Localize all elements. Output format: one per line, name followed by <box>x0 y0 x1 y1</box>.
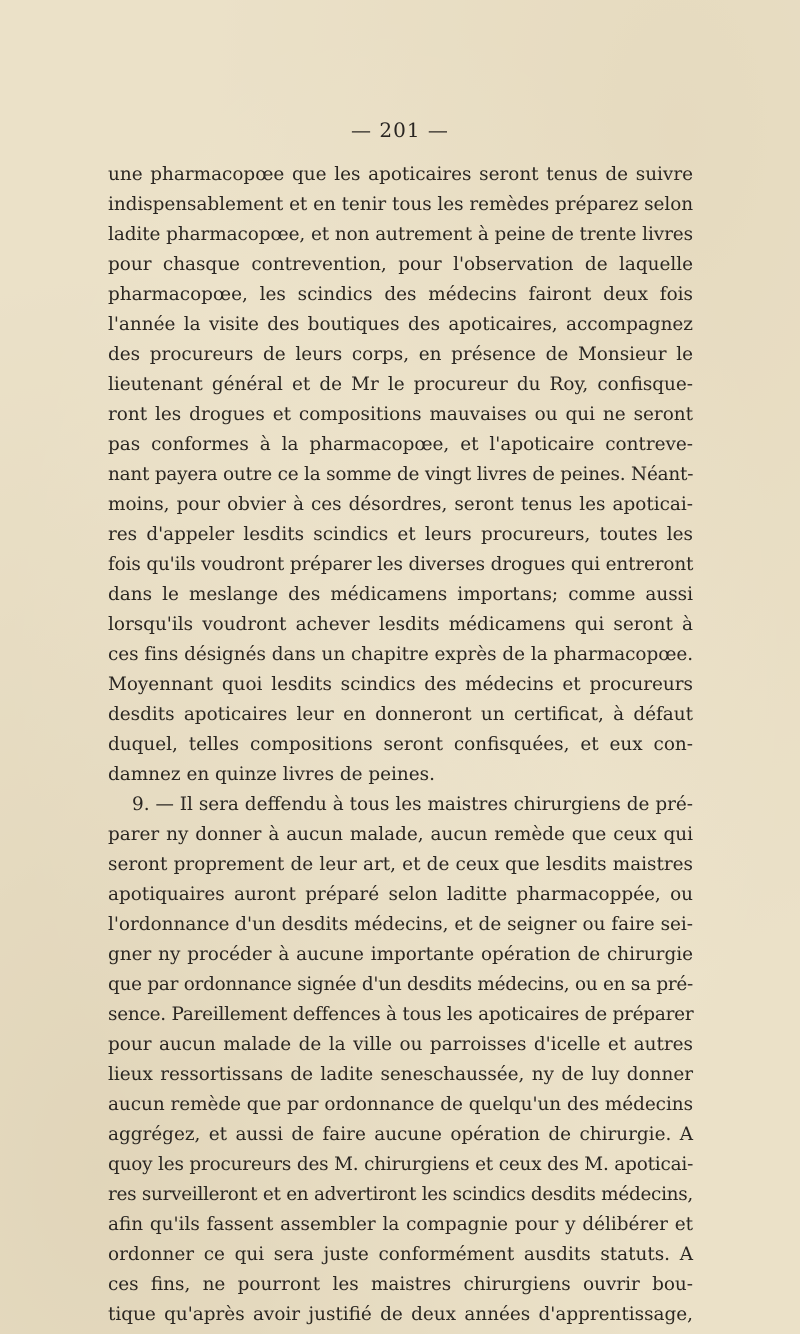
text-line: dans le meslange des médicamens importans; comme aussi <box>108 584 693 605</box>
text-line: pour aucun malade de la ville ou parroisses d'icelle et autres <box>108 1034 693 1055</box>
text-line: apotiquaires auront préparé selon laditte pharmacoppée, ou <box>108 884 693 905</box>
text-line: lieutenant général et de Mr le procureur du Roy, confisque- <box>108 374 693 395</box>
text-line: une pharmacopœe que les apoticaires seront tenus de suivre <box>108 164 693 185</box>
text-line: res d'appeler lesdits scindics et leurs procureurs, toutes les <box>108 524 693 545</box>
text-line: duquel, telles compositions seront confisquées, et eux con- <box>108 734 693 755</box>
text-line: ladite pharmacopœe, et non autrement à peine de trente livres <box>108 224 693 245</box>
text-line: pharmacopœe, les scindics des médecins fairont deux fois <box>108 284 693 305</box>
text-line: gner ny procéder à aucune importante opération de chirurgie <box>108 944 693 965</box>
paragraph-2 <box>108 790 693 1330</box>
text-line: nant payera outre ce la somme de vingt livres de peines. Néant- <box>108 464 694 485</box>
text-line: sence. Pareillement deffences à tous les apoticaires de préparer <box>108 1004 694 1025</box>
text-line: lieux ressortissans de ladite seneschaussée, ny de luy donner <box>108 1064 693 1085</box>
text-line: fois qu'ils voudront préparer les diverses drogues qui entreront <box>108 554 694 575</box>
text-line: seront proprement de leur art, et de ceux que lesdits maistres <box>108 854 693 875</box>
text-line: ces fins, ne pourront les maistres chirurgiens ouvrir bou- <box>108 1274 693 1295</box>
text-line: indispensablement et en tenir tous les remèdes préparez selon <box>108 194 694 215</box>
text-line: moins, pour obvier à ces désordres, seront tenus les apoticai- <box>108 494 693 515</box>
text-line: desdits apoticaires leur en donneront un certificat, à défaut <box>108 704 693 725</box>
text-line: res surveilleront et en advertiront les scindics desdits médecins, <box>108 1184 693 1205</box>
body-text <box>108 160 693 1330</box>
text-line: des procureurs de leurs corps, en présence de Monsieur le <box>108 344 693 365</box>
text-line: que par ordonnance signée d'un desdits médecins, ou en sa pré- <box>108 974 693 995</box>
text-line: quoy les procureurs des M. chirurgiens et ceux des M. apoticai- <box>108 1154 694 1175</box>
paragraph-1 <box>108 160 693 790</box>
text-line: Moyennant quoi lesdits scindics des médecins et procureurs <box>108 674 693 695</box>
text-line: tique qu'après avoir justifié de deux années d'apprentissage, <box>108 1304 693 1325</box>
text-line: ces fins désignés dans un chapitre exprès de la pharmacopœe. <box>108 644 694 665</box>
text-line: aggrégez, et aussi de faire aucune opération de chirurgie. A <box>108 1124 693 1145</box>
text-line: parer ny donner à aucun malade, aucun remède que ceux qui <box>108 824 693 845</box>
text-line: pas conformes à la pharmacopœe, et l'apoticaire contreve- <box>108 434 693 455</box>
text-line: ordonner ce qui sera juste conformément ausdits statuts. A <box>108 1244 693 1265</box>
text-line: ront les drogues et compositions mauvaises ou qui ne seront <box>108 404 693 425</box>
text-line: afin qu'ils fassent assembler la compagnie pour y délibérer et <box>108 1214 693 1235</box>
text-line: lorsqu'ils voudront achever lesdits médicamens qui seront à <box>108 614 693 635</box>
text-line: damnez en quinze livres de peines. <box>108 764 435 785</box>
text-line: pour chasque contrevention, pour l'observation de laquelle <box>108 254 693 275</box>
text-line: 9. — Il sera deffendu à tous les maistres chirurgiens de pré- <box>132 794 693 815</box>
text-line: aucun remède que par ordonnance de quelqu'un des médecins <box>108 1094 693 1115</box>
page-number: — 201 — <box>351 118 449 142</box>
text-line: l'ordonnance d'un desdits médecins, et de seigner ou faire sei- <box>108 914 693 935</box>
text-line: l'année la visite des boutiques des apoticaires, accompagnez <box>108 314 693 335</box>
